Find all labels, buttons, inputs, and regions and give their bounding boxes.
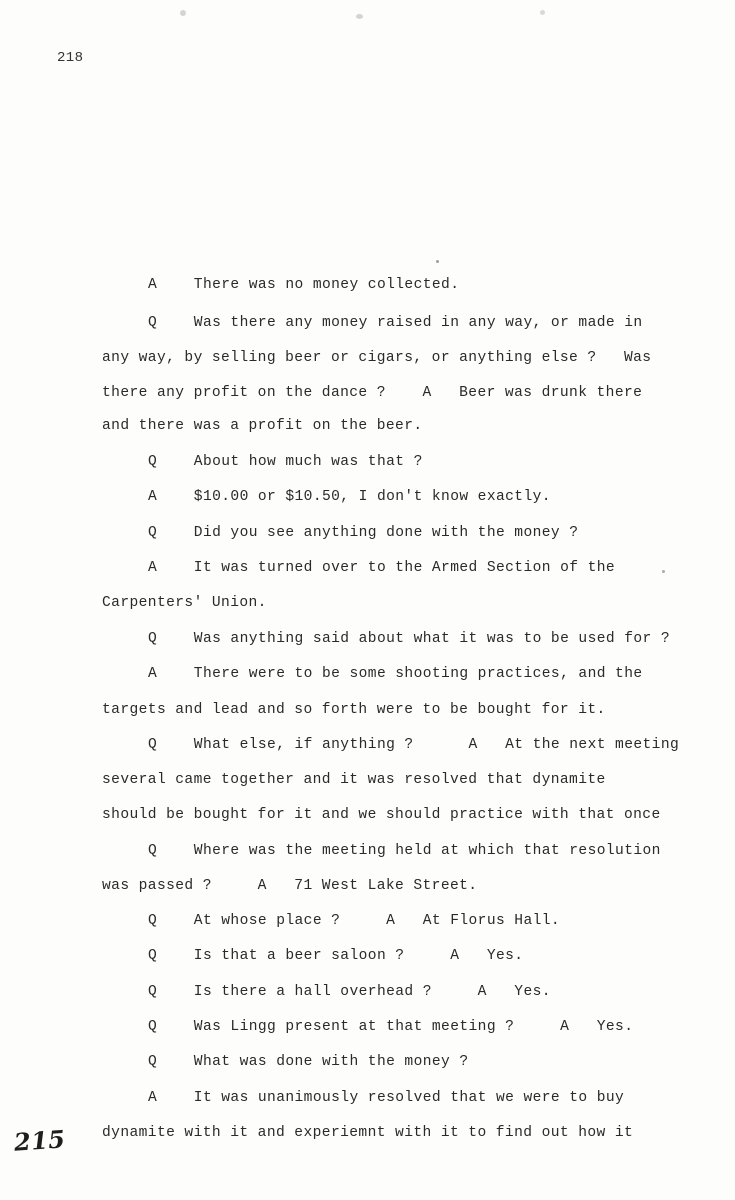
scan-speck: [540, 10, 545, 15]
transcript-line: there any profit on the dance ? A Beer was drunk there: [102, 385, 643, 401]
handwritten-margin-note: 215: [13, 1124, 67, 1157]
transcript-line: A There was no money collected.: [148, 277, 460, 293]
transcript-line: Q Did you see anything done with the money ?: [148, 525, 579, 541]
transcript-line: A It was unanimously resolved that we were to buy: [148, 1090, 625, 1106]
transcript-line: Carpenters' Union.: [102, 595, 267, 611]
transcript-line: targets and lead and so forth were to be bought for it.: [102, 702, 606, 718]
transcript-line: Q About how much was that ?: [148, 454, 423, 470]
transcript-line: any way, by selling beer or cigars, or anything else ? Was: [102, 350, 652, 366]
transcript-line: Q Where was the meeting held at which that resolution: [148, 843, 661, 859]
scan-speck: [662, 570, 665, 573]
scan-speck: [436, 260, 439, 263]
transcript-line: A $10.00 or $10.50, I don't know exactly.: [148, 489, 551, 505]
transcript-line: Q What else, if anything ? A At the next meeting: [148, 737, 680, 753]
transcript-line: several came together and it was resolved that dynamite: [102, 772, 606, 788]
transcript-line: dynamite with it and experiemnt with it to find out how it: [102, 1125, 634, 1141]
transcript-line: A There were to be some shooting practices, and the: [148, 666, 643, 682]
transcript-line: Q At whose place ? A At Florus Hall.: [148, 913, 561, 929]
transcript-line: Q Is there a hall overhead ? A Yes.: [148, 984, 551, 1000]
page-number: 218: [57, 50, 84, 66]
transcript-line: Q Was Lingg present at that meeting ? A Yes.: [148, 1019, 634, 1035]
transcript-line: Q Was there any money raised in any way, or made in: [148, 315, 643, 331]
transcript-line: should be bought for it and we should practice with that once: [102, 807, 661, 823]
transcript-line: Q Is that a beer saloon ? A Yes.: [148, 948, 524, 964]
transcript-line: Q What was done with the money ?: [148, 1054, 469, 1070]
transcript-line: Q Was anything said about what it was to be used for ?: [148, 631, 670, 647]
transcript-line: A It was turned over to the Armed Section of the: [148, 560, 616, 576]
scan-speck: [356, 14, 363, 19]
transcript-line: was passed ? A 71 West Lake Street.: [102, 878, 478, 894]
scan-speck: [180, 10, 186, 16]
transcript-line: and there was a profit on the beer.: [102, 418, 423, 434]
